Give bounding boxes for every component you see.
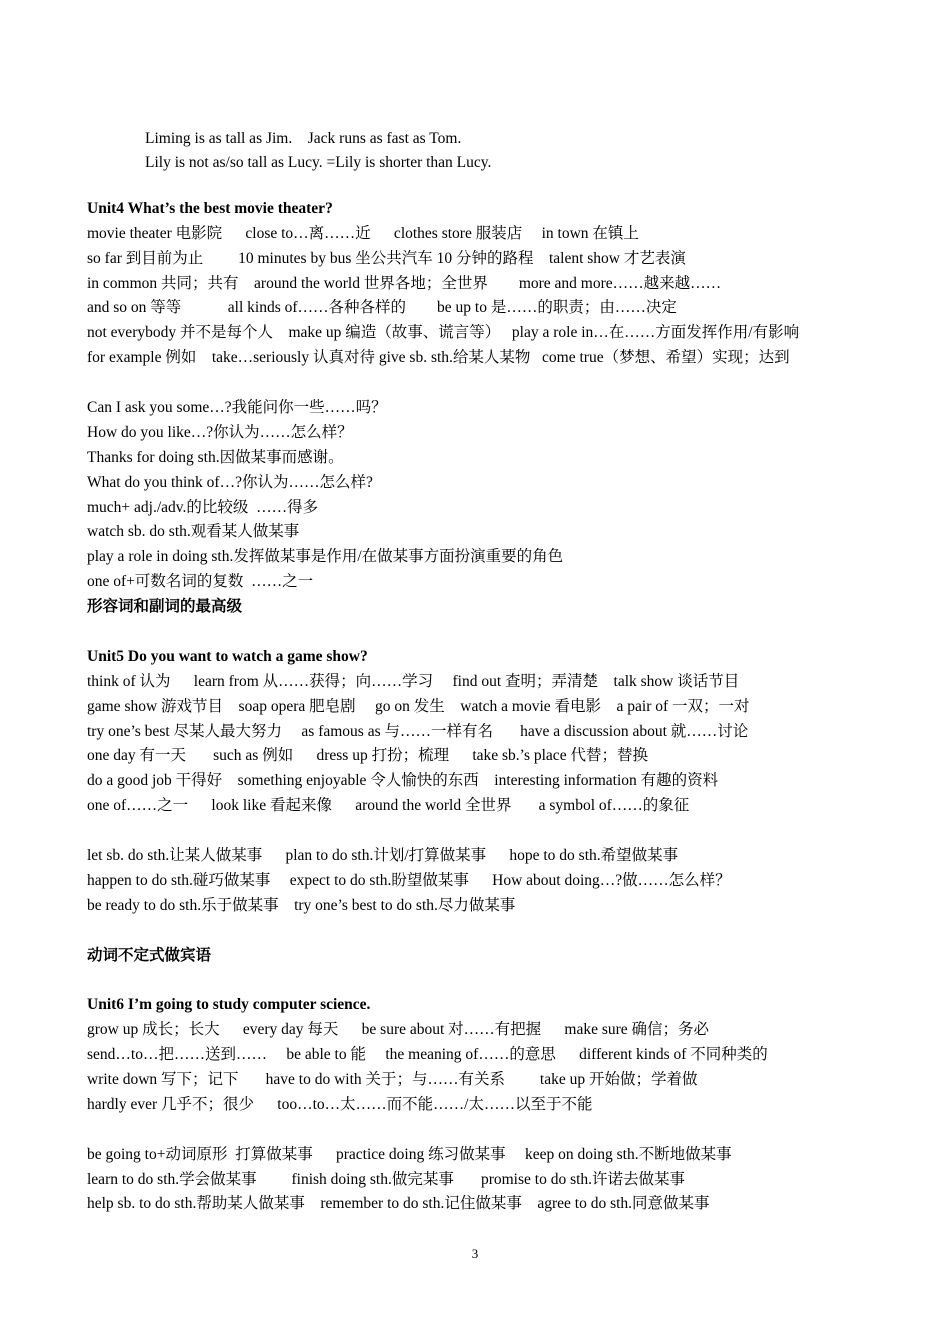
- unit6-pattern-line: help sb. to do sth.帮助某人做某事 remember to do sth.记住做某事 agree to do sth.同意做某事: [87, 1195, 710, 1212]
- unit4-phrase-line: and so on 等等 all kinds of……各种各样的 be up to 是……的职责；由……决定: [87, 299, 677, 316]
- unit5-pattern-line: let sb. do sth.让某人做某事 plan to do sth.计划/打算做某事 hope to do sth.希望做某事: [87, 847, 679, 864]
- unit4-pattern-line: Thanks for doing sth.因做某事而感谢。: [87, 449, 344, 466]
- unit6-phrase-line: grow up 成长；长大 every day 每天 be sure about 对……有把握 make sure 确信；务必: [87, 1021, 710, 1038]
- unit5-phrase-line: one day 有一天 such as 例如 dress up 打扮；梳理 take sb.’s place 代替；替换: [87, 747, 648, 764]
- unit4-pattern-line: How do you like…?你认为……怎么样？: [87, 424, 353, 441]
- unit4-phrase-line: so far 到目前为止 10 minutes by bus 坐公共汽车 10 分钟的路程 talent show 才艺表演: [87, 250, 686, 267]
- unit5-pattern-line: be ready to do sth.乐于做某事 try one’s best to do sth.尽力做某事: [87, 897, 516, 914]
- unit4-phrase-line: for example 例如 take…seriously 认真对待 give sb. sth.给某人某物 come true（梦想、希望）实现；达到: [87, 349, 790, 366]
- unit5-phrase-line: think of 认为 learn from 从……获得；向……学习 find out 查明；弄清楚 talk show 谈话节目: [87, 673, 740, 690]
- unit5-heading: Unit5 Do you want to watch a game show?: [87, 648, 368, 665]
- unit5-phrase-line: one of……之一 look like 看起来像 around the world 全世界 a symbol of……的象征: [87, 797, 690, 814]
- unit6-phrase-line: write down 写下；记下 have to do with 关于；与……有关系 take up 开始做；学着做: [87, 1071, 698, 1088]
- unit5-pattern-line: happen to do sth.碰巧做某事 expect to do sth.盼望做某事 How about doing…?做……怎么样？: [87, 872, 731, 889]
- unit6-pattern-line: be going to+动词原形 打算做某事 practice doing 练习做某事 keep on doing sth.不断地做某事: [87, 1146, 732, 1163]
- unit5-phrase-line: try one’s best 尽某人最大努力 as famous as 与……一样有名 have a discussion about 就……讨论: [87, 723, 749, 740]
- unit5-grammar-heading: 动词不定式做宾语: [87, 947, 212, 964]
- unit6-phrase-line: hardly ever 几乎不；很少 too…to…太……而不能……/太……以至于不能: [87, 1096, 593, 1113]
- unit4-phrase-line: not everybody 并不是每个人 make up 编造（故事、谎言等） play a role in…在……方面发挥作用/有影响: [87, 324, 800, 341]
- unit4-phrase-line: in common 共同；共有 around the world 世界各地；全世界 more and more……越来越……: [87, 275, 722, 292]
- unit4-pattern-line: play a role in doing sth.发挥做某事是作用/在做某事方面扮演重要的角色: [87, 548, 564, 565]
- intro-line-1: Liming is as tall as Jim. Jack runs as fast as Tom.: [145, 130, 462, 147]
- unit4-pattern-line: watch sb. do sth.观看某人做某事: [87, 523, 300, 540]
- unit4-heading: Unit4 What’s the best movie theater?: [87, 200, 333, 217]
- unit6-phrase-line: send…to…把……送到…… be able to 能 the meaning of……的意思 different kinds of 不同种类的: [87, 1046, 768, 1063]
- unit4-pattern-line: What do you think of…?你认为……怎么样?: [87, 474, 373, 491]
- unit6-pattern-line: learn to do sth.学会做某事 finish doing sth.做完某事 promise to do sth.许诺去做某事: [87, 1171, 686, 1188]
- unit4-grammar-heading: 形容词和副词的最高级: [87, 598, 243, 615]
- unit4-pattern-line: Can I ask you some…?我能问你一些……吗？: [87, 399, 387, 416]
- unit5-phrase-line: do a good job 干得好 something enjoyable 令人愉快的东西 interesting information 有趣的资料: [87, 772, 719, 789]
- unit4-phrase-line: movie theater 电影院 close to…离……近 clothes store 服装店 in town 在镇上: [87, 225, 639, 242]
- unit5-phrase-line: game show 游戏节目 soap opera 肥皂剧 go on 发生 watch a movie 看电影 a pair of 一双；一对: [87, 698, 750, 715]
- page-number: 3: [471, 1246, 479, 1261]
- unit6-heading: Unit6 I’m going to study computer science.: [87, 996, 371, 1013]
- unit4-pattern-line: much+ adj./adv.的比较级 ……得多: [87, 499, 319, 516]
- unit4-pattern-line: one of+可数名词的复数 ……之一: [87, 573, 314, 590]
- intro-line-2: Lily is not as/so tall as Lucy. =Lily is shorter than Lucy.: [145, 154, 492, 171]
